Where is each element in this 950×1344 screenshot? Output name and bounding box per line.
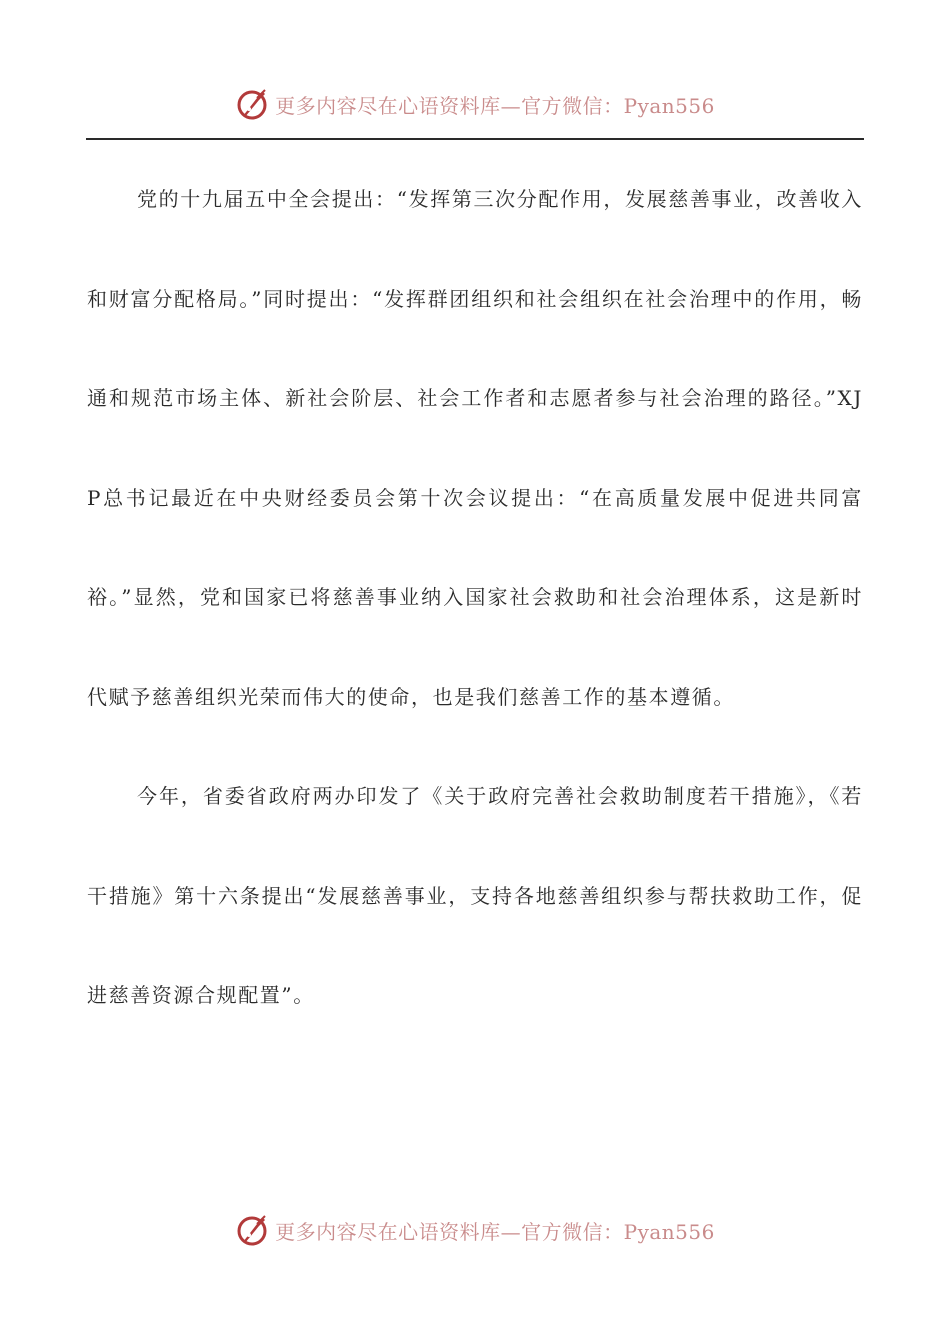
- pen-nib-logo-icon: [235, 86, 271, 122]
- header-divider: [86, 138, 864, 140]
- pen-nib-logo-icon: [235, 1212, 271, 1248]
- footer-banner: [0, 1210, 950, 1250]
- paragraph-2: 今年，省委省政府两办印发了《关于政府完善社会救助制度若干措施》，《若干措施》第十六条提出“发展慈善事业，支持各地慈善组织参与帮扶救助工作，促进慈善资源合规配置”。: [87, 784, 863, 1007]
- header-banner: [0, 84, 950, 124]
- header-banner-text: 更多内容尽在心语资料库—官方微信：Pyan556: [275, 93, 715, 118]
- document-body: [87, 150, 863, 1046]
- footer-banner-text: 更多内容尽在心语资料库—官方微信：Pyan556: [275, 1219, 715, 1244]
- paragraph-1: 党的十九届五中全会提出：“发挥第三次分配作用，发展慈善事业，改善收入和财富分配格局。”同时提出：“发挥群团组织和社会组织在社会治理中的作用，畅通和规范市场主体、新社会阶层、社会工作者和志愿者参与社会治理的路径。”XJP总书记最近在中央财经委员会第十次会议提出：“在高质量发展中促进共同富裕。”显然，党和国家已将慈善事业纳入国家社会救助和社会治理体系，这是新时代赋予慈善组织光荣而伟大的使命，也是我们慈善工作的基本遵循。: [87, 187, 863, 709]
